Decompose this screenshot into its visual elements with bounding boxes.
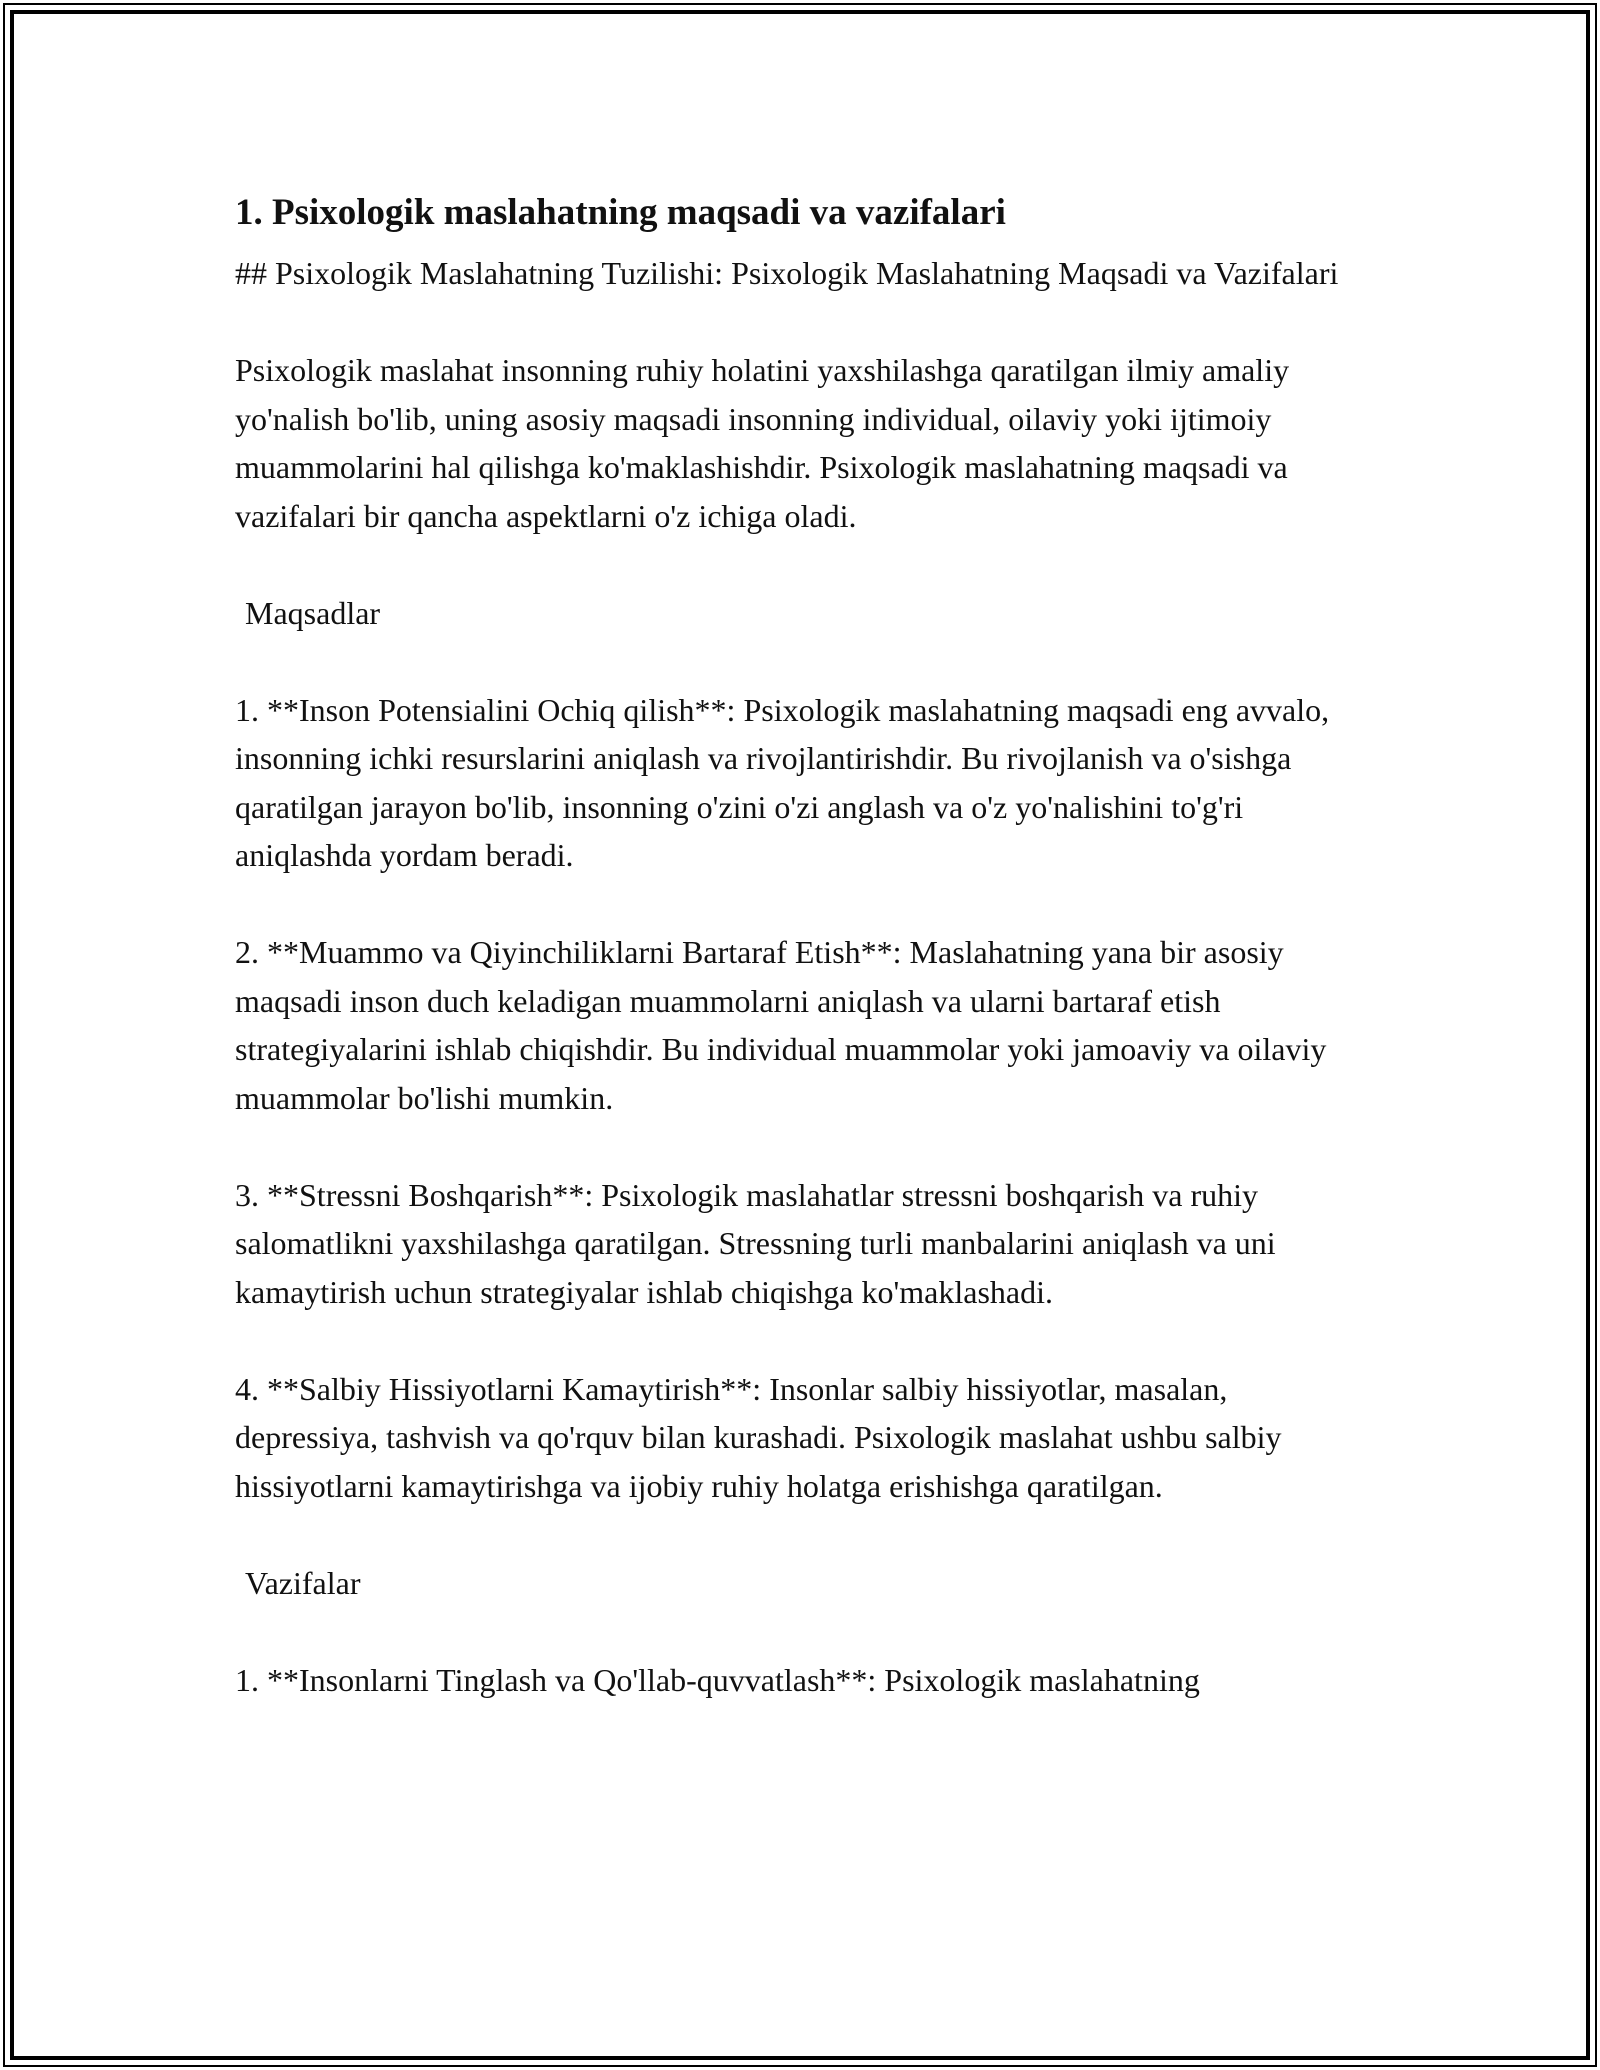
subheading: ## Psixologik Maslahatning Tuzilishi: Psixologik Maslahatning Maqsadi va Vazifalari [235, 255, 1339, 291]
document-body [235, 185, 1375, 1753]
section-heading-goals: Maqsadlar [245, 594, 381, 631]
section-heading-tasks: Vazifalar [245, 1564, 361, 1601]
task-item-1: 1. **Insonlarni Tinglash va Qo'llab-quvvatlash**: Psixologik maslahatning [235, 1661, 1200, 1698]
goal-item-2: 2. **Muammo va Qiyinchiliklarni Bartaraf Etish**: Maslahatning yana bir asosiy maqsadi inson duch keladigan muammolarni aniqlash va ularni bartaraf etish strategiyalarini ishlab chiqishdir. Bu individual muammolar yoki jamoaviy va oilaviy muammolar bo'lishi mumkin. [235, 934, 1327, 1116]
goal-item-3: 3. **Stressni Boshqarish**: Psixologik maslahatlar stressni boshqarish va ruhiy salomatlikni yaxshilashga qaratilgan. Stressning turli manbalarini aniqlash va uni kamaytirish uchun strategiyalar ishlab chiqishga ko'maklashadi. [235, 1176, 1276, 1310]
intro-paragraph: Psixologik maslahat insonning ruhiy holatini yaxshilashga qaratilgan ilmiy amaliy yo'nalish bo'lib, uning asosiy maqsadi insonning individual, oilaviy yoki ijtimoiy muammolarini hal qilishga ko'maklashishdir. Psixologik maslahatning maqsadi va vazifalari bir qancha aspektlarni o'z ichiga oladi. [235, 352, 1290, 534]
goal-item-4: 4. **Salbiy Hissiyotlarni Kamaytirish**: Insonlar salbiy hissiyotlar, masalan, depressiya, tashvish va qo'rquv bilan kurashadi. Psixologik maslahat ushbu salbiy hissiyotlarni kamaytirishga va ijobiy ruhiy holatga erishishga qaratilgan. [235, 1370, 1282, 1504]
document-title: 1. Psixologik maslahatning maqsadi va vazifalari [235, 192, 1006, 233]
goal-item-1: 1. **Inson Potensialini Ochiq qilish**: Psixologik maslahatning maqsadi eng avvalo, insonning ichki resurslarini aniqlash va rivojlantirishdir. Bu rivojlanish va o'sishga qaratilgan jarayon bo'lib, insonning o'zini o'zi anglash va o'z yo'nalishini to'g'ri aniqlashda yordam beradi. [235, 691, 1330, 873]
